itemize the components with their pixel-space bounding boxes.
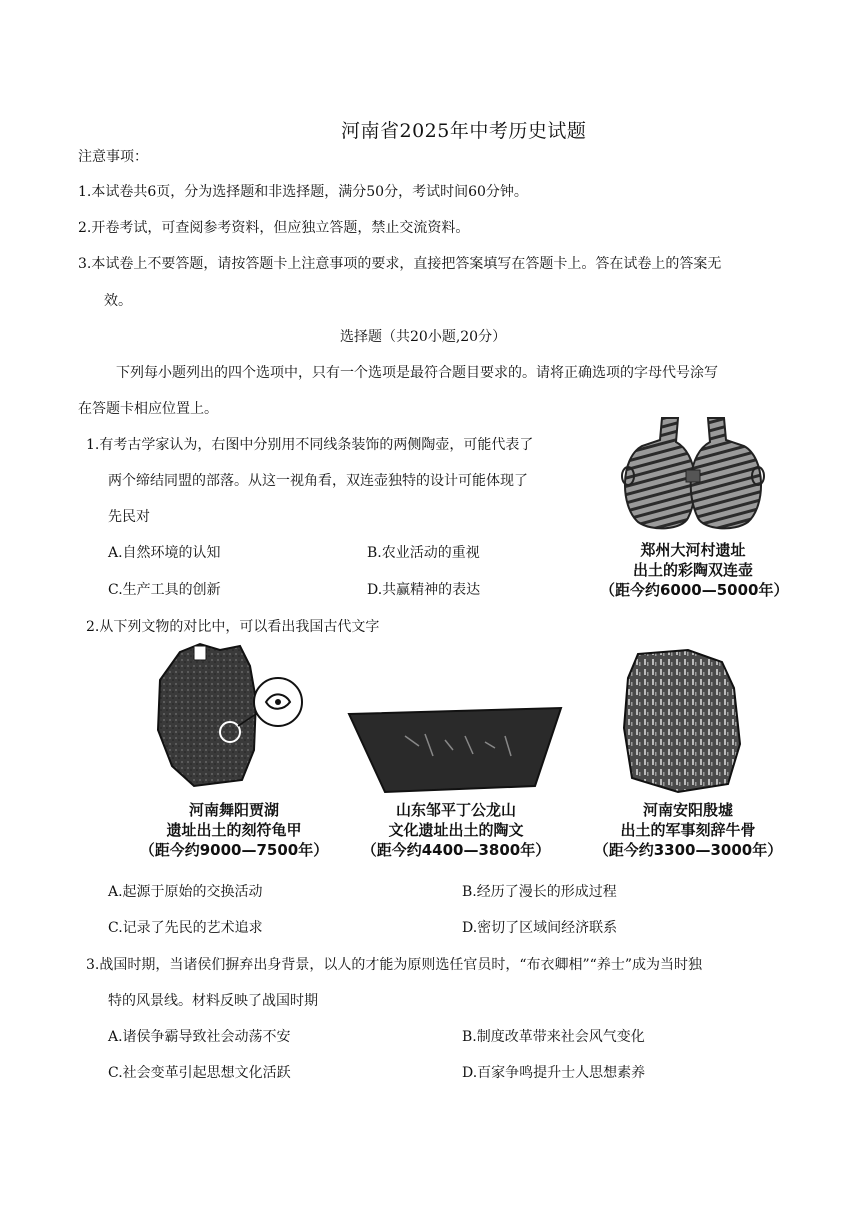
notice-item-2: 2.开卷考试，可查阅参考资料，但应独立答题，禁止交流资料。 (78, 220, 470, 236)
q2-img2-line1: 山东邹平丁公龙山 (395, 801, 516, 819)
notice-heading: 注意事项： (78, 149, 148, 165)
q1-option-c: C.生产工具的创新 (108, 582, 221, 598)
q3-option-c: C.社会变革引起思想文化活跃 (108, 1065, 291, 1081)
q2-image3-caption (590, 800, 786, 860)
section-instruction-line1: 下列每小题列出的四个选项中，只有一个选项是最符合题目要求的。请将正确选项的字母代号涂写 (116, 365, 718, 381)
section-heading: 选择题（共20小题,20分） (340, 329, 507, 345)
notice-item-3-line1: 3.本试卷上不要答题，请按答题卡上注意事项的要求，直接把答案填写在答题卡上。答在试卷上的答案无 (78, 256, 722, 272)
q1-stem-line3: 先民对 (108, 509, 150, 525)
q3-stem-line2: 特的风景线。材料反映了战国时期 (108, 993, 318, 1009)
q2-option-c: C.记录了先民的艺术追求 (108, 920, 263, 936)
q2-option-a: A.起源于原始的交换活动 (108, 884, 263, 900)
q3-stem-line1: 3.战国时期，当诸侯们摒弃出身背景，以人的才能为原则选任官员时，“布衣卿相”“养士”成为当时独 (86, 957, 702, 973)
turtle-shell-image (150, 640, 310, 790)
notice-item-1: 1.本试卷共6页，分为选择题和非选择题，满分50分，考试时间60分钟。 (78, 184, 528, 200)
q2-img3-line2: 出土的军事刻辞牛骨 (620, 821, 756, 839)
double-pot-image (612, 414, 772, 540)
q2-image1-caption (136, 800, 332, 860)
q1-caption-line2: 出土的彩陶双连壶 (632, 561, 753, 579)
q3-option-a: A.诸侯争霸导致社会动荡不安 (108, 1029, 291, 1045)
section-instruction-line2: 在答题卡相应位置上。 (78, 401, 218, 417)
q2-image2-caption (358, 800, 554, 860)
q2-img1-line2: 遗址出土的刻符龟甲 (166, 821, 302, 839)
q2-img3-line3: （距今约3300—3000年） (593, 841, 783, 859)
q1-stem-line1: 1.有考古学家认为，右图中分别用不同线条装饰的两侧陶壶，可能代表了 (86, 437, 534, 453)
page-title: 河南省2025年中考历史试题 (341, 120, 587, 142)
q1-stem-line2: 两个缔结同盟的部落。从这一视角看，双连壶独特的设计可能体现了 (108, 473, 528, 489)
q2-option-b: B.经历了漫长的形成过程 (462, 884, 617, 900)
q2-img3-line1: 河南安阳殷墟 (642, 801, 733, 819)
q2-img2-line3: （距今约4400—3800年） (361, 841, 551, 859)
q2-img1-line1: 河南舞阳贾湖 (188, 801, 279, 819)
q1-caption-line3: （距今约6000—5000年） (600, 581, 789, 599)
q1-option-b: B.农业活动的重视 (367, 545, 480, 561)
q2-option-d: D.密切了区域间经济联系 (462, 920, 618, 936)
oracle-bone-image (618, 648, 750, 794)
q2-img1-line3: （距今约9000—7500年） (139, 841, 329, 859)
q1-caption-line1: 郑州大河村遗址 (640, 541, 746, 559)
q3-option-d: D.百家争鸣提升士人思想素养 (462, 1065, 646, 1081)
q3-option-b: B.制度改革带来社会风气变化 (462, 1029, 645, 1045)
q1-option-a: A.自然环境的认知 (108, 545, 221, 561)
q1-image-caption (600, 540, 789, 600)
pottery-shard-image (345, 706, 565, 794)
notice-item-3-line2: 效。 (104, 293, 132, 309)
q2-stem: 2.从下列文物的对比中，可以看出我国古代文字 (86, 619, 380, 635)
q1-option-d: D.共赢精神的表达 (367, 582, 481, 598)
q2-img2-line2: 文化遗址出土的陶文 (388, 821, 524, 839)
